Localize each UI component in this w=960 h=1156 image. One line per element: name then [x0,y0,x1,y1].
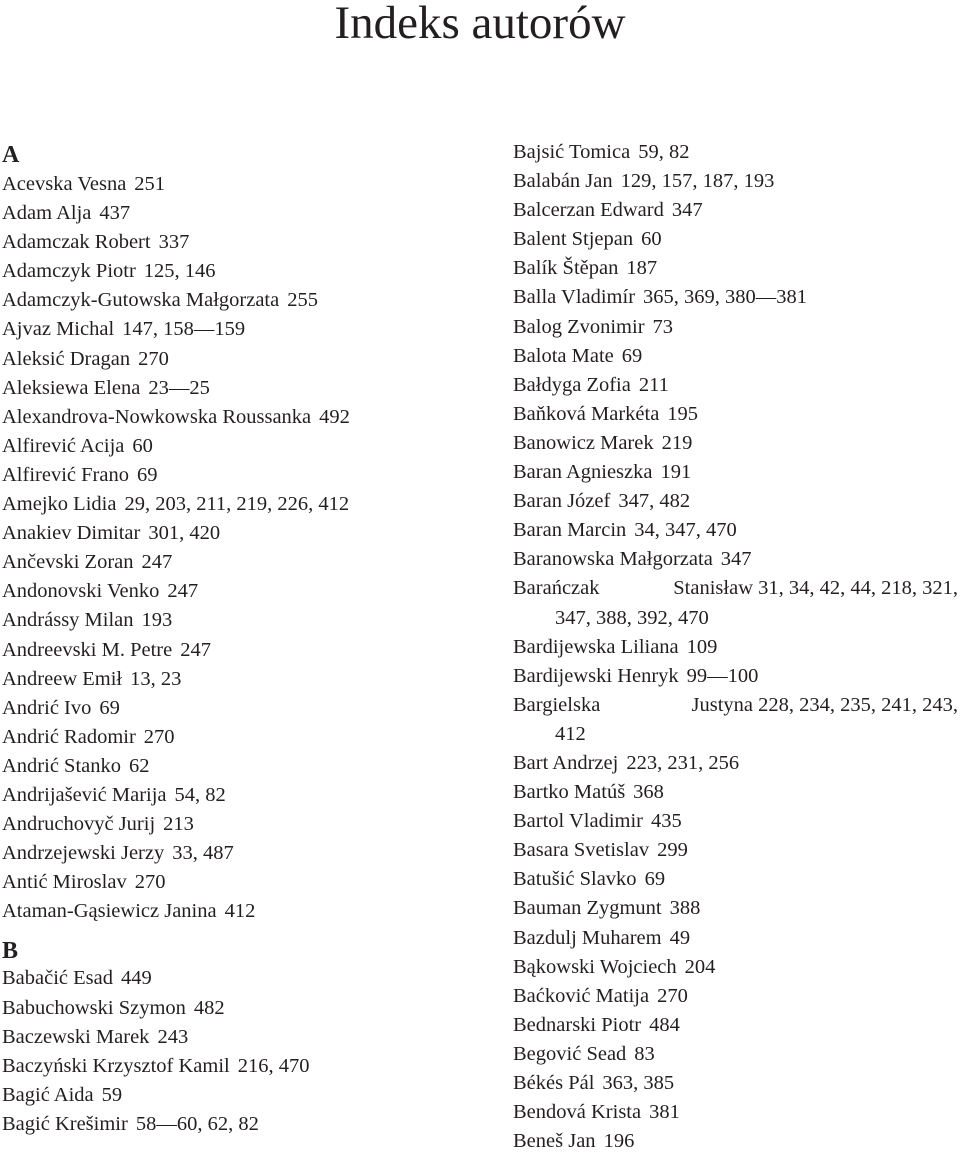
index-entry [513,283,958,312]
entry-pages: 69 [621,344,643,367]
entry-pages: 435 [651,810,682,833]
index-entry [513,865,958,894]
index-entry [2,606,472,635]
entry-name: Aleksiewa Elena [2,376,141,399]
entry-name: Bart Andrzej [513,751,619,774]
entry-name: Balcerzan Edward [513,199,664,222]
index-entry [513,545,958,574]
entry-pages: 191 [660,461,692,484]
index-entry [513,167,958,196]
index-entry [2,461,472,490]
entry-pages: 83 [634,1042,655,1065]
entry-pages: Stanisław 31, 34, 42, 44, 218, 321, [673,577,958,600]
entry-pages: 60 [641,228,662,251]
entry-pages: 223, 231, 256 [626,751,740,774]
section-letter-b: B [2,938,19,965]
entry-pages: 449 [121,967,152,990]
index-entry [513,429,958,458]
index-entry [2,964,472,993]
entry-name: Andrássy Milan [2,609,134,632]
entry-name: Bagić Krešimir [2,1112,128,1135]
entry-name: Bargielska [513,693,601,716]
entry-pages: 69 [99,696,120,719]
index-entry [513,953,958,982]
entry-pages: 129, 157, 187, 193 [620,170,775,193]
entry-pages: 219 [661,431,693,454]
index-entry [2,1052,472,1081]
index-entry [513,662,958,691]
index-entry [513,138,958,167]
entry-pages: 59, 82 [638,141,690,163]
entry-name: Bagić Aida [2,1083,94,1106]
entry-pages: 368 [633,781,664,804]
index-entry [2,432,472,461]
index-entry [2,519,472,548]
entry-pages: 247 [141,551,173,574]
entry-name: Andonovski Venko [2,580,160,603]
entry-name: Balla Vladimír [513,286,636,309]
index-entry [513,342,958,371]
entry-pages: 216, 470 [237,1054,310,1077]
entry-name: Bendová Krista [513,1101,642,1124]
entry-name: Bąkowski Wojciech [513,955,677,978]
index-entry [2,665,472,694]
entry-name: Bednarski Piotr [513,1013,642,1036]
right-entries-group-2 [513,633,958,691]
entry-pages: 33, 487 [172,842,234,865]
entry-name: Amejko Lidia [2,493,117,516]
entry-name: Basara Svetislav [513,839,650,862]
index-entry [2,694,472,723]
entry-name: Andrić Stanko [2,754,121,777]
index-entry [513,1127,958,1156]
entry-name: Balent Stjepan [513,228,634,251]
index-entry [2,577,472,606]
entry-pages: 204 [684,955,716,978]
entry-name: Ajvaz Michal [2,318,115,341]
entry-pages: 54, 82 [174,783,226,806]
entry-name: Banowicz Marek [513,431,654,454]
entry-name: Balík Štěpan [513,257,619,280]
index-entry [2,810,472,839]
entry-name: Barańczak [513,577,600,600]
entry-pages: 437 [99,202,131,225]
index-entry [2,170,472,199]
entry-pages: 58—60, 62, 82 [135,1112,259,1135]
entry-name: Andreew Emił [2,667,123,690]
entry-pages: Justyna 228, 234, 235, 241, 243, [691,693,958,716]
index-entry [513,633,958,662]
entry-pages: 60 [132,434,153,457]
index-entry [2,1023,472,1052]
entry-pages: 482 [193,996,225,1019]
index-entry [2,897,472,926]
index-entry [513,749,958,778]
entry-name: Balog Zvonimir [513,315,645,338]
page-title: Indeks autorów [334,0,626,49]
entry-pages: 99—100 [686,664,759,687]
entry-pages: 347 [720,548,752,571]
index-entry [2,723,472,752]
entry-name: Aleksić Dragan [2,347,131,370]
entry-name: Babuchowski Szymon [2,996,186,1019]
entry-name: Bazdulj Muharem [513,926,662,949]
section-a-entries [2,170,472,926]
entry-name: Bajsić Tomica [513,141,631,163]
entry-pages: 347 [671,199,703,222]
entry-name: Baran Józef [513,490,611,513]
entry-pages: 193 [141,609,173,632]
index-entry [513,1040,958,1069]
entry-pages: 13, 23 [130,667,182,690]
index-entry-bargielska [513,691,958,720]
entry-name: Baran Agnieszka [513,461,653,484]
index-entry [513,400,958,429]
entry-name: Anakiev Dimitar [2,522,141,545]
index-entry [2,228,472,257]
section-b-entries [2,964,472,1139]
entry-name: Bardijewska Liliana [513,635,679,658]
entry-name: Balota Mate [513,344,614,367]
section-letter-a: A [2,142,20,168]
entry-name: Ataman-Gąsiewicz Janina [2,900,217,923]
entry-name: Ančevski Zoran [2,551,134,574]
index-entry [2,1081,472,1110]
index-entry [513,1098,958,1127]
entry-pages: 363, 385 [602,1072,675,1094]
index-entry [513,196,958,225]
entry-name: Alfirević Acija [2,434,125,457]
index-entry [513,516,958,545]
entry-name: Andrzejewski Jerzy [2,842,165,865]
entry-pages: 247 [180,638,211,661]
entry-pages: 69 [644,868,666,891]
entry-name: Baran Marcin [513,519,627,542]
index-entry [2,839,472,868]
entry-pages: 301, 420 [148,522,221,545]
index-entry [513,254,958,283]
entry-name: Acevska Vesna [2,173,127,195]
entry-name: Andrić Radomir [2,725,136,748]
index-column-right [513,138,958,1156]
index-entry [2,403,472,432]
entry-pages: 347, 482 [618,490,691,513]
entry-name: Babačić Esad [2,967,113,990]
entry-name: Balabán Jan [513,170,613,193]
index-entry-baranczak-continuation: 347, 388, 392, 470 [555,606,709,629]
index-entry [513,371,958,400]
index-entry [2,374,472,403]
index-entry [2,199,472,228]
entry-name: Adamczyk Piotr [2,260,136,283]
index-entry [513,1011,958,1040]
index-entry [513,487,958,516]
entry-name: Antić Miroslav [2,871,127,894]
entry-pages: 34, 347, 470 [634,519,737,542]
index-entry [513,225,958,254]
entry-pages: 62 [129,754,150,777]
entry-name: Baczewski Marek [2,1025,150,1048]
entry-name: Beneš Jan [513,1130,596,1153]
entry-pages: 299 [657,839,688,862]
entry-pages: 337 [158,231,190,254]
entry-name: Baňková Markéta [513,402,660,425]
index-entry [513,313,958,342]
entry-pages: 213 [163,813,194,836]
entry-name: Adam Alja [2,202,92,225]
right-entries-group-3 [513,749,958,1156]
index-entry [513,924,958,953]
entry-name: Baćković Matija [513,984,650,1007]
entry-name: Bauman Zygmunt [513,897,662,920]
entry-pages: 381 [649,1101,680,1124]
entry-name: Batušić Slavko [513,868,637,891]
entry-name: Begović Sead [513,1042,627,1065]
entry-pages: 147, 158—159 [122,318,246,341]
entry-pages: 388 [669,897,701,920]
index-entry [2,315,472,344]
entry-pages: 23—25 [148,376,210,399]
index-column-left [2,138,472,1139]
entry-pages: 270 [143,725,175,748]
entry-pages: 187 [626,257,658,280]
entry-pages: 247 [167,580,199,603]
index-entry-baranczak [513,574,958,603]
index-entry [513,458,958,487]
entry-pages: 255 [287,289,318,312]
entry-pages: 412 [224,900,256,923]
index-entry [2,490,472,519]
entry-pages: 69 [136,463,158,486]
entry-pages: 49 [669,926,691,949]
entry-name: Adamczak Robert [2,231,151,254]
index-entry [513,807,958,836]
entry-pages: 270 [138,347,169,370]
index-entry [513,778,958,807]
entry-name: Alfirević Frano [2,463,129,486]
entry-pages: 270 [134,871,166,894]
index-entry [2,548,472,577]
entry-pages: 484 [649,1013,680,1036]
index-entry [2,636,472,665]
entry-name: Bałdyga Zofia [513,373,631,396]
entry-pages: 29, 203, 211, 219, 226, 412 [124,493,350,516]
entry-pages: 73 [652,315,674,338]
index-entry [2,1110,472,1139]
entry-pages: 270 [657,984,688,1007]
entry-pages: 59 [101,1083,123,1106]
entry-name: Baranowska Małgorzata [513,548,713,571]
index-entry [2,752,472,781]
index-entry [2,257,472,286]
entry-pages: 125, 146 [143,260,216,283]
index-entry [513,1069,958,1098]
index-entry [2,286,472,315]
entry-pages: 109 [686,635,718,658]
entry-pages: 251 [134,173,166,195]
entry-pages: 196 [603,1130,635,1153]
entry-name: Békés Pál [513,1072,595,1094]
entry-pages: 492 [319,405,350,428]
entry-pages: 195 [667,402,699,425]
entry-name: Bartko Matúš [513,781,626,804]
entry-name: Bardijewski Henryk [513,664,679,687]
entry-pages: 365, 369, 380—381 [643,286,808,309]
entry-pages: 243 [157,1025,189,1048]
entry-name: Andrić Ivo [2,696,92,719]
index-entry [513,894,958,923]
entry-pages: 211 [638,373,669,396]
entry-name: Baczyński Krzysztof Kamil [2,1054,230,1077]
index-entry [513,982,958,1011]
index-entry [2,345,472,374]
entry-name: Andreevski M. Petre [2,638,173,661]
index-entry [2,781,472,810]
entry-name: Bartol Vladimir [513,810,644,833]
entry-name: Andruchovyč Jurij [2,813,156,836]
right-entries-group-1 [513,138,958,574]
index-entry [513,836,958,865]
index-entry-bargielska-continuation: 412 [555,722,586,745]
index-entry [2,994,472,1023]
index-entry [2,868,472,897]
entry-name: Andrijašević Marija [2,783,167,806]
entry-name: Adamczyk-Gutowska Małgorzata [2,289,280,312]
entry-name: Alexandrova-Nowkowska Roussanka [2,405,312,428]
